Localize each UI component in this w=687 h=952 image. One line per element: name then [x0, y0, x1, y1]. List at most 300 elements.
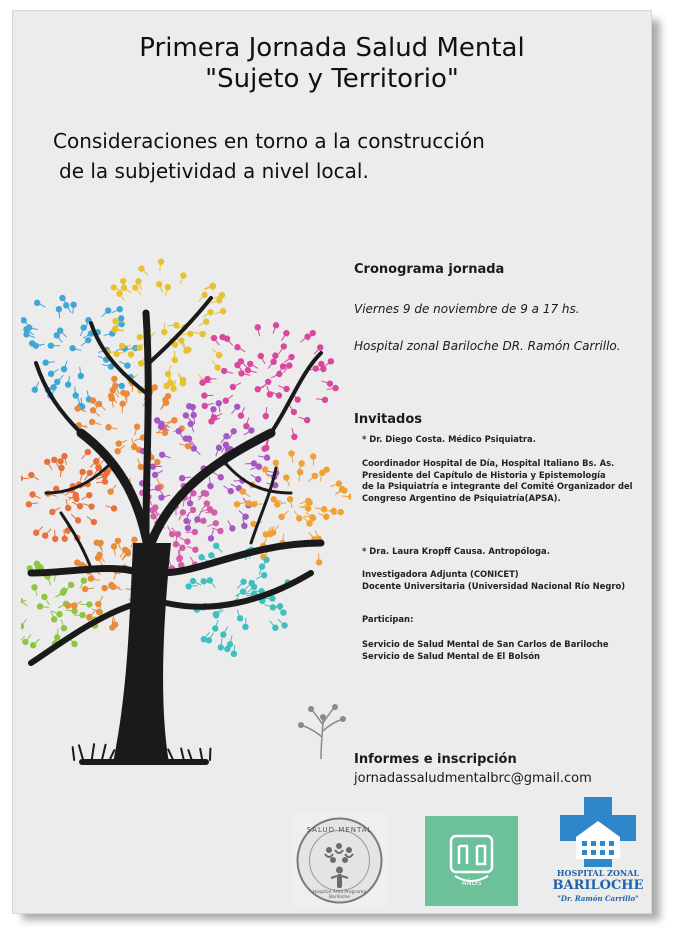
tree-leaf-dot [32, 387, 38, 393]
tree-leaf-dot [60, 589, 66, 595]
tree-leaf-dot [258, 353, 264, 359]
tree-leaf-dot [29, 340, 35, 346]
tree-leaf-dot [69, 345, 75, 351]
participant-item: Servicio de Salud Mental de San Carlos de Bariloche [362, 639, 609, 649]
tree-leaf-dot [185, 583, 191, 589]
tree-leaf-dot [216, 297, 222, 303]
guest-1-detail-line: Presidente del Capítulo de Historia y Epistemología [362, 469, 606, 480]
guest-1-name: * Dr. Diego Costa. Médico Psiquiatra. [362, 434, 536, 444]
tree-leaf-dot [165, 371, 171, 377]
tree-leaf-dot [51, 616, 57, 622]
tree-leaf-dot [198, 554, 204, 560]
tree-leaf-dot [74, 405, 80, 411]
tree-leaf-dot [328, 358, 334, 364]
tree-leaf-dot [185, 443, 191, 449]
tree-leaf-dot [29, 491, 35, 497]
anos-logo [425, 816, 518, 906]
guest-1-detail-line: Coordinador Hospital de Día, Hospital Italiano Bs. As. [362, 458, 615, 468]
tree-leaf-dot [317, 344, 323, 350]
tree-leaf-dot [93, 458, 99, 464]
tree-leaf-dot [81, 577, 87, 583]
tree-leaf-dot [214, 364, 220, 370]
tree-leaf-dot [202, 403, 208, 409]
tree-leaf-dot [216, 400, 222, 406]
tree-leaf-dot [224, 646, 230, 652]
tree-leaf-dot [175, 531, 181, 537]
tree-leaf-dot [276, 371, 282, 377]
poster [12, 10, 652, 914]
subtitle-line-2: de la subjetividad a nivel local. [59, 159, 369, 183]
tree-leaf-dot [52, 536, 58, 542]
tree-leaf-dot [208, 418, 214, 424]
tree-leaf-dot [230, 384, 236, 390]
tree-leaf-dot [245, 500, 251, 506]
tree-leaf-dot [57, 458, 63, 464]
tree-leaf-dot [58, 465, 64, 471]
tree-leaf-dot [187, 500, 193, 506]
tree-leaf-dot [111, 543, 117, 549]
tree-leaf-dot [238, 370, 244, 376]
tree-leaf-dot [255, 386, 261, 392]
title-line-2: "Sujeto y Territorio" [205, 64, 459, 94]
guest-1-detail-line: Congreso Argentino de Psiquiatría(APSA). [362, 492, 561, 503]
tree-leaf-dot [155, 485, 161, 491]
tree-leaf-dot [204, 500, 210, 506]
tree-leaf-dot [79, 612, 85, 618]
tree-leaf-dot [208, 535, 214, 541]
tree-leaf-dot [115, 538, 121, 544]
tree-leaf-dot [96, 609, 102, 615]
grass-blade [181, 749, 184, 760]
tree-leaf-dot [280, 363, 286, 369]
tree-leaf-dot [165, 284, 171, 290]
tree-leaf-dot [136, 344, 142, 350]
tree-leaf-dot [281, 343, 287, 349]
tree-leaf-dot [34, 300, 40, 306]
tree-leaf-dot [56, 611, 62, 617]
tree-leaf-dot [348, 493, 351, 499]
tree-leaf-dot [80, 324, 86, 330]
tree-leaf-dot [218, 474, 224, 480]
tree-leaf-dot [62, 536, 68, 542]
grass-blade [79, 745, 83, 760]
tree-leaf-dot [280, 609, 286, 615]
tree-leaf-dot [270, 604, 276, 610]
tree-leaf-dot [150, 463, 156, 469]
tree-leaf-dot [278, 514, 284, 520]
poster-subtitle [53, 126, 573, 186]
guest-2-detail-line: Investigadora Adjunta (CONICET) [362, 569, 519, 579]
tree-leaf-dot [86, 492, 92, 498]
grass-blade [200, 749, 202, 760]
tree-leaf-dot [320, 366, 326, 372]
tree-leaf-dot [26, 324, 32, 330]
tree-leaf-dot [22, 639, 28, 645]
tree-leaf-dot [291, 409, 297, 415]
participants-heading: Participan: [362, 614, 414, 624]
tree-leaf-dot [208, 552, 214, 558]
tree-leaf-dot [34, 561, 40, 567]
tree-leaf-dot [310, 453, 316, 459]
tree-leaf-dot [305, 505, 311, 511]
tree-leaf-dot [313, 365, 319, 371]
tree-leaf-dot [86, 614, 92, 620]
tree-leaf-dot [245, 367, 251, 373]
tree-leaf-dot [158, 423, 164, 429]
tree-leaf-dot [85, 449, 91, 455]
tree-leaf-dot [241, 523, 247, 529]
tree-leaf-dot [322, 397, 328, 403]
hospital-name-line-2: BARILOCHE [552, 878, 644, 893]
tree-leaf-dot [119, 383, 125, 389]
tree-leaf-dot [277, 603, 283, 609]
tree-leaf-dot [65, 381, 71, 387]
tree-leaf-dot [168, 380, 174, 386]
ground-line [79, 759, 209, 765]
tree-leaf-dot [71, 603, 77, 609]
tree-leaf-dot [114, 448, 120, 454]
tree-leaf-dot [228, 488, 234, 494]
tree-leaf-dot [119, 343, 125, 349]
tree-leaf-dot [211, 335, 217, 341]
tree-leaf-dot [187, 331, 193, 337]
grass-blade [188, 750, 191, 760]
tree-leaf-dot [96, 401, 102, 407]
tree-leaf-dot [323, 466, 329, 472]
tree-leaf-dot [112, 621, 118, 627]
tree-leaf-dot [251, 501, 257, 507]
tree-leaf-dot [240, 488, 246, 494]
tree-leaf-dot [310, 330, 316, 336]
tree-leaf-dot [201, 392, 207, 398]
tree-leaf-dot [190, 412, 196, 418]
tree-leaf-dot [161, 329, 167, 335]
tree-leaf-dot [73, 492, 79, 498]
tree-leaf-dot [138, 265, 144, 271]
tree-leaf-dot [204, 376, 210, 382]
tree-leaf-dot [234, 404, 240, 410]
tree-leaf-dot [262, 466, 268, 472]
tree-leaf-dot [71, 641, 77, 647]
tree-leaf-dot [216, 352, 222, 358]
tree-leaf-dot [223, 398, 229, 404]
tree-leaf-dot [229, 525, 235, 531]
tree-leaf-dot [162, 430, 168, 436]
tree-leaf-dot [87, 470, 93, 476]
tree-leaf-dot [273, 322, 279, 328]
tree-leaf-dot [138, 360, 144, 366]
tree-leaf-dot [54, 332, 60, 338]
tree-leaf-dot [162, 397, 168, 403]
tree-leaf-dot [283, 474, 289, 480]
tree-leaf-dot [82, 586, 88, 592]
tree-branch [166, 573, 311, 607]
tree-leaf-dot [199, 331, 205, 337]
tree-leaf-dot [247, 361, 253, 367]
tree-leaf-dot [306, 499, 312, 505]
tree-leaf-dot [33, 530, 39, 536]
tree-leaf-dot [150, 513, 156, 519]
tree-leaf-dot [183, 518, 189, 524]
tree-leaf-dot [158, 494, 164, 500]
tree-leaf-dot [203, 318, 209, 324]
tree-leaf-dot [273, 460, 279, 466]
tree-leaf-dot [295, 396, 301, 402]
grass-blade [157, 743, 158, 760]
tree-leaf-dot [183, 435, 189, 441]
tree-leaf-dot [124, 391, 130, 397]
tree-leaf-dot [59, 295, 65, 301]
tree-leaf-dot [272, 352, 278, 358]
tree-leaf-dot [171, 417, 177, 423]
tree-branch [149, 298, 211, 363]
tree-leaf-dot [261, 572, 267, 578]
tree-leaf-dot [30, 642, 36, 648]
tree-leaf-dot [108, 393, 114, 399]
tree-leaf-dot [51, 457, 57, 463]
tree-leaf-dot [248, 427, 254, 433]
tree-leaf-dot [312, 473, 318, 479]
guest-2-details [362, 569, 625, 592]
tree-leaf-dot [274, 501, 280, 507]
tree-leaf-dot [89, 419, 95, 425]
tree-leaf-dot [213, 543, 219, 549]
grass-blade [73, 747, 75, 760]
tree-leaf-dot [176, 556, 182, 562]
tree-leaf-dot [90, 397, 96, 403]
tree-leaf-dot [238, 412, 244, 418]
tree-leaf-dot [65, 505, 71, 511]
tree-leaf-dot [176, 428, 182, 434]
schedule-date: Viernes 9 de noviembre de 9 a 17 hs. [354, 302, 580, 316]
grass-blade [168, 749, 173, 760]
tree-leaf-dot [184, 538, 190, 544]
tree-leaf-dot [50, 384, 56, 390]
tree-leaf-dot [231, 651, 237, 657]
tree-leaf-dot [213, 520, 219, 526]
tree-leaf-dot [49, 509, 55, 515]
tree-leaf-dot [237, 615, 243, 621]
guest-2-detail-line: Docente Universitaria (Universidad Nacional Río Negro) [362, 580, 626, 591]
salud-mental-logo-subtext: Hospital Área Programa Bariloche [312, 890, 367, 900]
tree-leaf-dot [178, 337, 184, 343]
tree-leaf-dot [108, 582, 114, 588]
tree-leaf-dot [134, 424, 140, 430]
schedule-heading: Cronograma jornada [354, 262, 505, 277]
tree-leaf-dot [88, 503, 94, 509]
tree-leaf-dot [78, 373, 84, 379]
salud-mental-logo [293, 814, 386, 907]
tree-leaf-dot [304, 417, 310, 423]
tree-leaf-dot [263, 557, 269, 563]
tree-leaf-dot [61, 453, 67, 459]
tree-leaf-dot [240, 579, 246, 585]
tree-leaf-dot [341, 487, 347, 493]
schedule-place: Hospital zonal Bariloche DR. Ramón Carrillo. [354, 339, 621, 353]
tree-leaf-dot [220, 308, 226, 314]
tree-leaf-dot [48, 371, 54, 377]
guest-1-details [362, 458, 633, 504]
tree-leaf-dot [185, 346, 191, 352]
tree-leaf-dot [172, 357, 178, 363]
tree-leaf-dot [259, 563, 265, 569]
tree-leaf-dot [111, 505, 117, 511]
tree-leaf-dot [316, 559, 322, 565]
tree-leaf-dot [75, 517, 81, 523]
hospital-name-line-1: HOSPITAL ZONAL [556, 868, 640, 878]
tree-leaf-dot [264, 454, 270, 460]
salud-mental-logo-text: SALUD MENTAL [306, 826, 373, 834]
tree-leaf-dot [291, 434, 297, 440]
tree-leaf-dot [255, 476, 261, 482]
tree-leaf-dot [183, 412, 189, 418]
tree-leaf-dot [26, 501, 32, 507]
tree-leaf-dot [223, 433, 229, 439]
tree-leaf-dot [192, 546, 198, 552]
tree-leaf-dot [179, 475, 185, 481]
tree-leaf-dot [86, 601, 92, 607]
tree-leaf-dot [283, 386, 289, 392]
tree-leaf-dot [327, 380, 333, 386]
tree-leaf-dot [206, 637, 212, 643]
grass-blade [102, 745, 106, 760]
tree-leaf-dot [128, 351, 134, 357]
tree-leaf-dot [276, 392, 282, 398]
tree-leaf-dot [218, 644, 224, 650]
tree-leaf-dot [88, 575, 94, 581]
tree-leaf-dot [191, 445, 197, 451]
anos-logo-text: AÑOS [461, 879, 482, 887]
tree-leaf-dot [180, 272, 186, 278]
tree-leaf-dot [56, 306, 62, 312]
hospital-name-line-3: "Dr. Ramón Carrillo" [557, 894, 639, 903]
tree-leaf-dot [220, 631, 226, 637]
tree-leaf-dot [173, 541, 179, 547]
tree-leaf-dot [309, 514, 315, 520]
tree-leaf-dot [42, 359, 48, 365]
tree-leaf-dot [288, 450, 294, 456]
tree-leaf-dot [41, 594, 47, 600]
poster-title [13, 33, 651, 95]
tree-leaf-dot [158, 259, 164, 265]
tree-leaf-dot [65, 602, 71, 608]
tree-leaf-dot [152, 472, 158, 478]
tree-leaf-dot [116, 440, 122, 446]
tree-leaf-dot [207, 506, 213, 512]
tree-leaf-dot [101, 585, 107, 591]
small-sprig-icon [293, 701, 353, 761]
tree-leaf-dot [207, 483, 213, 489]
tree-leaf-dot [61, 366, 67, 372]
tree-leaf-dot [272, 625, 278, 631]
tree-leaf-dot [180, 380, 186, 386]
tree-leaf-dot [85, 337, 91, 343]
tree-leaf-dot [91, 519, 97, 525]
tree-trunk [113, 543, 171, 763]
tree-leaf-dot [203, 491, 209, 497]
tree-leaf-dot [219, 334, 225, 340]
tree-leaf-dot [54, 379, 60, 385]
subtitle-line-1: Consideraciones en torno a la construcción [53, 129, 485, 153]
tree-leaf-dot [287, 496, 293, 502]
tree-leaf-dot [169, 531, 175, 537]
tree-leaf-dot [230, 428, 236, 434]
tree-leaf-dot [112, 318, 118, 324]
tree-leaf-dot [97, 540, 103, 546]
tree-leaf-dot [192, 529, 198, 535]
guest-2-name: * Dra. Laura Kropff Causa. Antropóloga. [362, 546, 550, 556]
tree-leaf-dot [190, 578, 196, 584]
grass-blade [110, 750, 115, 760]
tree-leaf-dot [288, 354, 294, 360]
tree-leaf-dot [79, 469, 85, 475]
tree-leaf-dot [105, 424, 111, 430]
tree-leaf-dot [210, 406, 216, 412]
tree-leaf-dot [188, 421, 194, 427]
participant-item: Servicio de Salud Mental de El Bolsón [362, 650, 540, 661]
tree-leaf-dot [70, 301, 76, 307]
tree-leaf-dot [120, 278, 126, 284]
tree-leaf-dot [21, 623, 24, 629]
tree-leaf-dot [21, 475, 23, 481]
tree-leaf-dot [238, 358, 244, 364]
grass-blade [92, 744, 94, 760]
tree-leaf-dot [234, 344, 240, 350]
contact-email[interactable]: jornadassaludmentalbrc@gmail.com [354, 771, 592, 786]
tree-leaf-dot [102, 478, 108, 484]
tree-leaf-dot [207, 309, 213, 315]
tree-leaf-dot [298, 460, 304, 466]
tree-leaf-dot [179, 545, 185, 551]
tree-leaf-dot [119, 400, 125, 406]
tree-leaf-dot [190, 507, 196, 513]
tree-leaf-dot [200, 518, 206, 524]
tree-leaf-dot [44, 459, 50, 465]
guest-1-detail-line: de la Psiquiatría e integrante del Comité Organizador del [362, 481, 633, 491]
tree-leaf-dot [61, 625, 67, 631]
tree-leaf-dot [185, 525, 191, 531]
tree-leaf-dot [42, 532, 48, 538]
tree-leaf-dot [261, 446, 267, 452]
tree-leaf-dot [111, 284, 117, 290]
tree-leaf-dot [251, 584, 257, 590]
tree-leaf-dot [95, 601, 101, 607]
tree-leaf-dot [180, 509, 186, 515]
tree-leaf-dot [90, 407, 96, 413]
tree-leaf-dot [242, 624, 248, 630]
tree-leaf-dot [122, 547, 128, 553]
tree-leaf-dot [216, 445, 222, 451]
tree-leaf-dot [336, 480, 342, 486]
tree-leaf-dot [286, 362, 292, 368]
tree-leaf-dot [48, 342, 54, 348]
tree-leaf-dot [338, 509, 344, 515]
tree-leaf-dot [267, 531, 273, 537]
tree-leaf-dot [263, 413, 269, 419]
tree-branch [31, 569, 141, 573]
hospital-cross-icon [558, 797, 638, 867]
tree-branch [146, 313, 148, 533]
tree-leaf-dot [156, 281, 162, 287]
tree-leaf-dot [77, 503, 83, 509]
guests-heading: Invitados [354, 412, 422, 427]
tree-leaf-dot [332, 385, 338, 391]
tree-leaf-dot [117, 306, 123, 312]
tree-leaf-dot [131, 537, 137, 543]
tree-leaf-dot [68, 582, 74, 588]
tree-leaf-dot [201, 578, 207, 584]
tree-leaf-dot [111, 376, 117, 382]
